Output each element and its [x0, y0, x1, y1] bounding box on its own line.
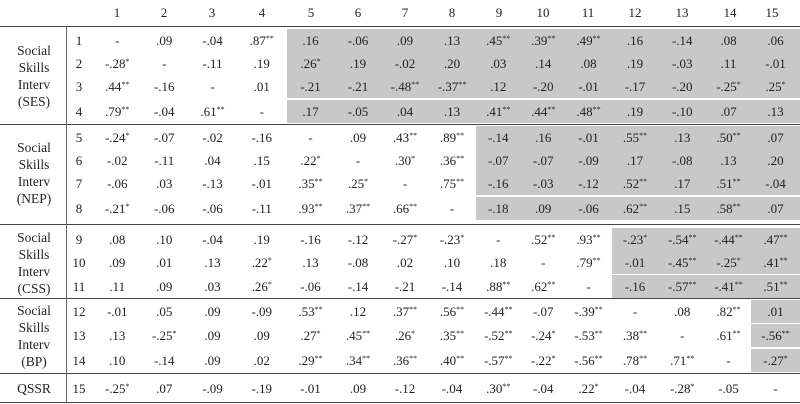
- table-cell: -.09: [251, 304, 273, 319]
- table-cell: -.25*: [104, 381, 130, 396]
- table-cell: .27*: [300, 328, 321, 343]
- table-cell: .44**: [521, 100, 566, 123]
- table-cell: -.17: [612, 75, 659, 98]
- table-cell: -.14: [476, 126, 522, 149]
- table-cell: .30**: [486, 381, 511, 396]
- table-cell: .16: [612, 29, 659, 52]
- table-cell: .22*: [300, 153, 321, 168]
- table-cell: -.21: [287, 75, 335, 98]
- table-cell: .43**: [392, 130, 418, 145]
- table-cell: -.57**: [483, 353, 513, 368]
- table-cell: .14: [521, 52, 566, 75]
- column-header-4: 4: [258, 5, 266, 20]
- table-cell: .38**: [622, 328, 648, 343]
- table-cell: -.02: [106, 153, 128, 168]
- table-cell: .62**: [612, 197, 659, 220]
- table-cell: .22*: [578, 381, 599, 396]
- group-label: [4, 380, 64, 397]
- table-cell: .08: [109, 232, 126, 247]
- table-cell: .51**: [706, 172, 751, 195]
- table-cell: -: [541, 255, 546, 270]
- table-cell: .03: [156, 176, 173, 191]
- row-number: 1: [75, 33, 83, 48]
- table-cell: -.12: [347, 232, 369, 247]
- table-cell: .07: [156, 381, 173, 396]
- table-cell: .51**: [751, 275, 800, 298]
- table-cell: -.04: [751, 172, 800, 195]
- table-cell: -.06: [106, 176, 128, 191]
- vertical-rule: [66, 26, 67, 402]
- table-cell: .09: [204, 328, 221, 343]
- table-cell: .01: [751, 300, 800, 323]
- table-cell: -: [355, 153, 361, 168]
- table-cell: .61**: [716, 328, 741, 343]
- table-cell: -.20: [521, 75, 566, 98]
- table-cell: .93**: [298, 201, 323, 216]
- table-cell: -: [115, 33, 120, 48]
- row-number: 7: [75, 176, 83, 191]
- table-cell: -.21: [394, 279, 416, 294]
- table-cell: .08: [674, 304, 691, 319]
- table-cell: .17: [287, 100, 335, 123]
- table-cell: -: [586, 279, 591, 294]
- table-cell: .35**: [298, 176, 323, 191]
- row-number: 2: [75, 56, 83, 71]
- table-cell: .20: [429, 52, 476, 75]
- table-cell: -.20: [659, 75, 707, 98]
- table-cell: .08: [566, 52, 612, 75]
- group-label-line: Interv: [17, 337, 51, 352]
- table-cell: -.41**: [706, 275, 751, 298]
- table-cell: .56**: [439, 304, 465, 319]
- table-cell: -: [259, 104, 264, 119]
- table-cell: .25*: [751, 75, 800, 98]
- row-number: 12: [72, 304, 86, 319]
- table-cell: .09: [156, 279, 173, 294]
- column-header-7: 7: [401, 5, 409, 20]
- table-cell: -: [773, 381, 778, 396]
- table-cell: -.07: [153, 130, 175, 145]
- table-cell: -.39**: [574, 304, 603, 319]
- row-number: 15: [72, 381, 86, 396]
- table-cell: -.14: [153, 353, 175, 368]
- table-cell: .19: [253, 56, 270, 71]
- table-cell: .26*: [251, 279, 272, 294]
- horizontal-rule: [0, 373, 800, 374]
- table-cell: .06: [751, 29, 800, 52]
- group-label-line: Social: [17, 140, 51, 155]
- table-cell: -.08: [347, 255, 369, 270]
- table-cell: -.28*: [669, 381, 695, 396]
- group-label-line: Skills: [18, 60, 50, 75]
- column-header-15: 15: [765, 5, 779, 20]
- table-cell: -: [449, 201, 455, 216]
- table-cell: -.19: [251, 381, 273, 396]
- table-cell: -.04: [153, 104, 175, 119]
- column-header-2: 2: [160, 5, 168, 20]
- table-cell: .19: [612, 100, 659, 123]
- group-label-line: Skills: [18, 320, 50, 335]
- table-cell: .07: [751, 126, 800, 149]
- table-cell: .10: [443, 255, 461, 270]
- table-cell: .15: [253, 153, 270, 168]
- table-cell: -.08: [659, 149, 707, 172]
- row-number: 5: [75, 130, 83, 145]
- table-cell: -.25*: [706, 75, 751, 98]
- table-cell: .13: [751, 100, 800, 123]
- group-label-line: (NEP): [16, 191, 52, 206]
- table-cell: .15: [659, 197, 707, 220]
- table-cell: -.25*: [706, 251, 751, 274]
- table-cell: -.48**: [382, 75, 429, 98]
- group-label-line: Social: [17, 230, 51, 245]
- horizontal-rule: [0, 26, 800, 27]
- table-cell: -.03: [521, 172, 566, 195]
- table-cell: -: [162, 56, 167, 71]
- table-cell: .26*: [394, 328, 416, 343]
- table-cell: -.01: [106, 304, 128, 319]
- table-cell: .09: [349, 130, 367, 145]
- table-cell: .82**: [716, 304, 741, 319]
- table-cell: .11: [109, 279, 126, 294]
- table-cell: .12: [476, 75, 522, 98]
- table-cell: -.23*: [439, 232, 465, 247]
- table-cell: -.05: [335, 100, 382, 123]
- table-cell: -.01: [566, 75, 612, 98]
- table-cell: -.18: [476, 197, 522, 220]
- table-cell: -.52**: [483, 328, 513, 343]
- table-cell: .02: [396, 255, 414, 270]
- table-cell: .16: [287, 29, 335, 52]
- table-cell: .47**: [751, 228, 800, 251]
- table-cell: .18: [490, 255, 507, 270]
- table-cell: .39**: [521, 29, 566, 52]
- column-header-9: 9: [495, 5, 503, 20]
- table-cell: .36**: [392, 353, 418, 368]
- row-number: 11: [72, 279, 86, 294]
- column-header-8: 8: [448, 5, 456, 20]
- table-cell: -.44**: [483, 304, 513, 319]
- table-cell: -.01: [612, 251, 659, 274]
- table-cell: -.06: [202, 201, 223, 216]
- table-cell: .13: [302, 255, 319, 270]
- table-cell: .04: [382, 100, 429, 123]
- group-label-line: (CSS): [17, 281, 51, 296]
- table-cell: .93**: [576, 232, 601, 247]
- table-cell: -.09: [566, 149, 612, 172]
- group-label-line: (BP): [21, 354, 47, 369]
- table-cell: -: [496, 232, 501, 247]
- table-cell: .49**: [566, 29, 612, 52]
- table-cell: -.37**: [429, 75, 476, 98]
- table-cell: .41**: [476, 100, 522, 123]
- table-cell: .25*: [347, 176, 369, 191]
- table-cell: -.27*: [392, 232, 418, 247]
- table-cell: .09: [253, 328, 270, 343]
- table-cell: -.14: [441, 279, 463, 294]
- table-cell: -.24*: [104, 130, 130, 145]
- column-header-10: 10: [536, 5, 550, 20]
- table-cell: -.13: [202, 176, 223, 191]
- table-cell: .01: [253, 79, 270, 94]
- table-cell: .40**: [439, 353, 465, 368]
- table-cell: -.22*: [530, 353, 556, 368]
- table-cell: -.06: [566, 197, 612, 220]
- table-cell: .50**: [706, 126, 751, 149]
- table-cell: .41**: [751, 251, 800, 274]
- table-cell: .13: [659, 126, 707, 149]
- table-cell: -: [210, 79, 215, 94]
- table-cell: .19: [253, 232, 270, 247]
- table-cell: -.06: [335, 29, 382, 52]
- table-cell: -.53**: [574, 328, 603, 343]
- table-cell: .09: [382, 29, 429, 52]
- row-number: 9: [75, 232, 83, 247]
- row-number: 14: [72, 353, 86, 368]
- table-cell: .30*: [394, 153, 416, 168]
- group-label-line: Skills: [18, 247, 50, 262]
- table-cell: .19: [335, 52, 382, 75]
- table-cell: -.04: [202, 232, 223, 247]
- column-header-11: 11: [581, 5, 595, 20]
- group-label-line: Interv: [17, 264, 51, 279]
- table-cell: -.07: [521, 149, 566, 172]
- table-cell: -: [402, 176, 408, 191]
- table-cell: -.02: [202, 130, 223, 145]
- table-cell: -.44**: [706, 228, 751, 251]
- table-cell: .79**: [105, 104, 130, 119]
- table-cell: .20: [751, 149, 800, 172]
- table-cell: .13: [109, 328, 126, 343]
- table-cell: .09: [521, 197, 566, 220]
- table-cell: .45**: [345, 328, 371, 343]
- table-cell: -.16: [476, 172, 522, 195]
- table-cell: -.04: [624, 381, 646, 396]
- table-cell: .09: [156, 33, 173, 48]
- table-cell: .13: [429, 100, 476, 123]
- group-label-line: Interv: [17, 77, 51, 92]
- table-cell: -.16: [153, 79, 175, 94]
- table-cell: .22*: [251, 255, 272, 270]
- table-cell: -.01: [300, 381, 321, 396]
- table-cell: .17: [612, 149, 659, 172]
- table-cell: .13: [706, 149, 751, 172]
- table-cell: -.12: [394, 381, 416, 396]
- table-cell: .02: [253, 353, 270, 368]
- table-cell: .62**: [531, 279, 556, 294]
- table-cell: -.56**: [751, 324, 800, 347]
- table-cell: .04: [204, 153, 221, 168]
- table-cell: -.09: [202, 381, 223, 396]
- table-cell: .66**: [392, 201, 418, 216]
- table-cell: .17: [659, 172, 707, 195]
- row-number: 6: [75, 153, 83, 168]
- table-cell: -.25*: [151, 328, 177, 343]
- table-cell: -.01: [566, 126, 612, 149]
- table-cell: -.16: [300, 232, 321, 247]
- table-cell: .37**: [345, 201, 371, 216]
- table-cell: -: [726, 353, 731, 368]
- column-header-13: 13: [675, 5, 689, 20]
- table-cell: .07: [751, 197, 800, 220]
- table-cell: -.57**: [659, 275, 707, 298]
- table-cell: .05: [156, 304, 173, 319]
- table-cell: .37**: [392, 304, 418, 319]
- row-number: 4: [75, 104, 83, 119]
- table-cell: .13: [429, 29, 476, 52]
- group-label-line: Skills: [18, 157, 50, 172]
- group-label: [4, 139, 64, 207]
- horizontal-rule: [0, 298, 800, 299]
- table-cell: .08: [706, 29, 751, 52]
- table-cell: -.54**: [659, 228, 707, 251]
- table-cell: -.12: [566, 172, 612, 195]
- table-cell: -.21*: [104, 201, 130, 216]
- group-label-line: (SES): [17, 94, 51, 109]
- column-header-3: 3: [208, 5, 216, 20]
- horizontal-rule: [0, 402, 800, 403]
- column-header-12: 12: [628, 5, 642, 20]
- table-cell: .58**: [706, 197, 751, 220]
- table-cell: .01: [156, 255, 173, 270]
- horizontal-rule: [0, 124, 800, 125]
- table-cell: -.14: [659, 29, 707, 52]
- table-cell: .48**: [566, 100, 612, 123]
- row-number: 10: [72, 255, 86, 270]
- table-cell: -.10: [659, 100, 707, 123]
- table-cell: .87**: [249, 33, 274, 48]
- table-cell: -.11: [154, 153, 175, 168]
- table-cell: .29**: [298, 353, 323, 368]
- table-cell: .11: [706, 52, 751, 75]
- table-cell: -.11: [202, 56, 223, 71]
- table-cell: -.06: [153, 201, 175, 216]
- table-cell: -.16: [612, 275, 659, 298]
- column-header-5: 5: [307, 5, 315, 20]
- table-cell: .89**: [439, 130, 465, 145]
- table-cell: .03: [476, 52, 522, 75]
- table-cell: .12: [349, 304, 367, 319]
- table-cell: .52**: [531, 232, 556, 247]
- column-header-14: 14: [723, 5, 737, 20]
- table-cell: -.03: [659, 52, 707, 75]
- table-cell: .53**: [298, 304, 323, 319]
- table-cell: .79**: [576, 255, 601, 270]
- table-cell: .78**: [622, 353, 648, 368]
- table-cell: -.28*: [104, 56, 130, 71]
- table-cell: -: [632, 304, 638, 319]
- row-number: 3: [75, 79, 83, 94]
- table-cell: -.02: [382, 52, 429, 75]
- row-number: 8: [75, 201, 83, 216]
- table-cell: -.27*: [751, 349, 800, 372]
- table-cell: .44**: [105, 79, 130, 94]
- table-cell: -.01: [251, 176, 273, 191]
- table-cell: .07: [706, 100, 751, 123]
- table-cell: -.24*: [530, 328, 556, 343]
- table-cell: .75**: [439, 176, 465, 191]
- table-cell: .10: [109, 353, 126, 368]
- group-label: [4, 229, 64, 297]
- table-cell: -.05: [718, 381, 739, 396]
- table-cell: -.16: [251, 130, 273, 145]
- table-cell: -.07: [476, 149, 522, 172]
- column-header-6: 6: [354, 5, 362, 20]
- table-cell: .55**: [612, 126, 659, 149]
- table-cell: -.45**: [659, 251, 707, 274]
- table-cell: .34**: [345, 353, 371, 368]
- group-label-line: Social: [17, 43, 51, 58]
- table-cell: -.04: [202, 33, 223, 48]
- table-cell: .09: [204, 304, 221, 319]
- table-cell: -.01: [751, 52, 800, 75]
- table-cell: .35**: [439, 328, 465, 343]
- table-cell: -.06: [300, 279, 321, 294]
- group-label-line: Interv: [17, 174, 51, 189]
- table-cell: .45**: [476, 29, 522, 52]
- column-header-1: 1: [113, 5, 121, 20]
- table-cell: -.21: [335, 75, 382, 98]
- table-cell: .52**: [612, 172, 659, 195]
- table-cell: .10: [156, 232, 173, 247]
- table-cell: .09: [349, 381, 367, 396]
- horizontal-rule: [0, 224, 800, 225]
- table-cell: -.23*: [612, 228, 659, 251]
- table-cell: -.04: [532, 381, 554, 396]
- table-cell: .09: [204, 353, 221, 368]
- table-cell: .16: [521, 126, 566, 149]
- table-cell: -.04: [441, 381, 463, 396]
- group-label: [4, 302, 64, 370]
- group-label-line: QSSR: [17, 381, 51, 396]
- row-number: 13: [72, 328, 86, 343]
- table-cell: -: [680, 328, 685, 343]
- table-cell: .61**: [200, 104, 225, 119]
- table-cell: .88**: [486, 279, 511, 294]
- group-label: [4, 42, 64, 110]
- table-cell: .36**: [439, 153, 465, 168]
- group-label-line: Social: [17, 303, 51, 318]
- table-cell: -.14: [347, 279, 369, 294]
- table-cell: .71**: [670, 353, 695, 368]
- table-cell: .03: [204, 279, 221, 294]
- table-cell: .13: [204, 255, 221, 270]
- table-cell: -.56**: [574, 353, 603, 368]
- table-cell: .09: [109, 255, 126, 270]
- table-cell: -.07: [532, 304, 554, 319]
- table-cell: .26*: [287, 52, 335, 75]
- table-cell: -.11: [251, 201, 272, 216]
- table-cell: -: [308, 130, 313, 145]
- table-cell: .19: [612, 52, 659, 75]
